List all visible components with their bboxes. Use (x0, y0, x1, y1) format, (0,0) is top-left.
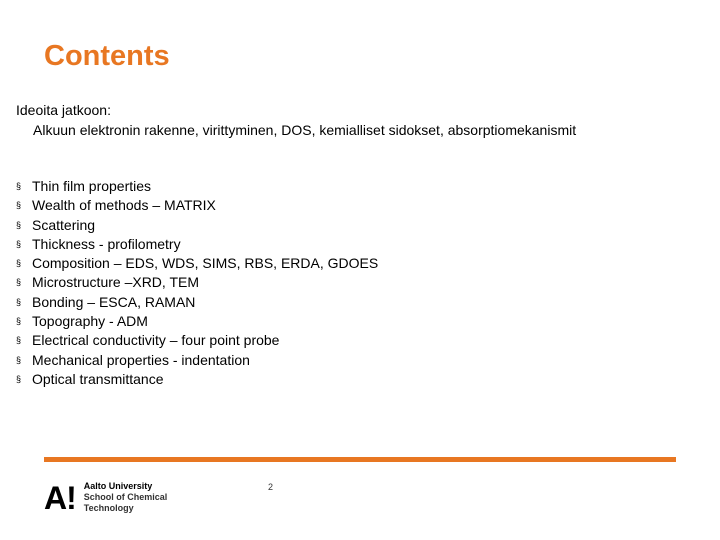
logo-mark-icon: A! (44, 479, 76, 516)
bullet-marker-icon: § (16, 181, 22, 191)
bullet-text: Thin film properties (32, 178, 152, 194)
bullet-text: Microstructure –XRD, TEM (32, 274, 199, 291)
bullet-marker-icon: § (16, 200, 22, 211)
list-item (16, 312, 378, 331)
bullet-marker-icon: § (16, 335, 22, 346)
bullet-text: Thickness - profilometry (32, 235, 181, 252)
bullet-marker-icon: § (16, 258, 22, 269)
bullet-marker-icon: § (16, 373, 22, 384)
bullet-text: Electrical conductivity – four point probe (32, 332, 280, 349)
bullet-marker-icon: § (16, 238, 22, 249)
list-item (16, 293, 378, 312)
school-line-1: School of Chemical (83, 492, 168, 502)
bullet-marker-icon: § (16, 316, 22, 327)
intro-detail: Alkuun elektronin rakenne, virittyminen, DOS, kemialliset sidokset, absorptiomekanismit (33, 122, 577, 138)
intro-heading: Ideoita jatkoon: (16, 102, 111, 118)
list-item (16, 216, 378, 235)
page-number: 2 (268, 482, 274, 492)
logo-text (84, 481, 168, 514)
aalto-logo (44, 481, 167, 514)
bullet-marker-icon: § (16, 354, 22, 365)
bullet-text: Wealth of methods – MATRIX (32, 197, 216, 214)
footer-divider (44, 457, 676, 462)
list-item (16, 331, 378, 350)
school-line-2: Technology (83, 503, 134, 513)
intro-block (16, 100, 576, 140)
bullet-text: Composition – EDS, WDS, SIMS, RBS, ERDA, GDOES (32, 255, 379, 272)
list-item (16, 235, 378, 254)
list-item (16, 196, 378, 215)
bullet-text: Scattering (32, 216, 96, 233)
list-item (16, 273, 378, 292)
university-name: Aalto University (83, 481, 153, 491)
bullet-marker-icon: § (16, 219, 22, 230)
list-item (16, 254, 378, 273)
bullet-marker-icon: § (16, 296, 22, 307)
bullet-text: Optical transmittance (32, 370, 164, 387)
list-item (16, 370, 378, 389)
slide-title: Contents (44, 40, 170, 72)
bullet-text: Bonding – ESCA, RAMAN (32, 293, 196, 310)
bullet-text: Mechanical properties - indentation (32, 351, 250, 368)
bullet-marker-icon: § (16, 277, 22, 288)
bullet-list (16, 177, 378, 389)
list-item (16, 177, 378, 196)
list-item (16, 351, 378, 370)
bullet-text: Topography - ADM (32, 313, 148, 330)
